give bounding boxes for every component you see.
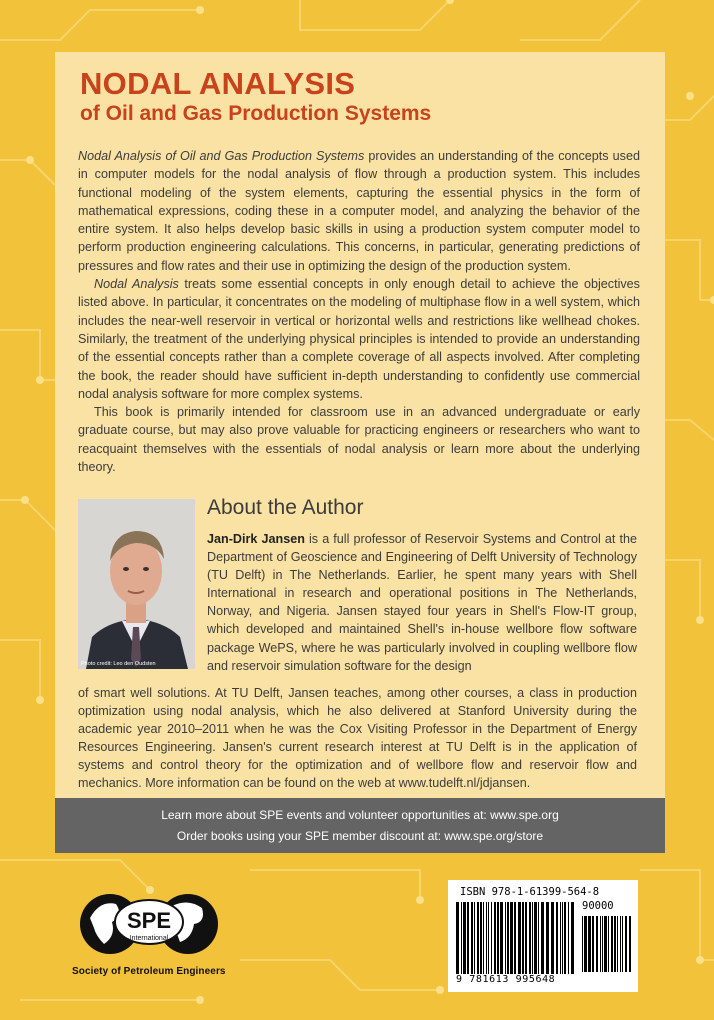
- author-bio-continued: of smart well solutions. At TU Delft, Jansen teaches, among other courses, a class in production optimization using nodal analysis, which he also delivered at Stanford University during the academic year 2010–2011 when he was the Cox Visiting Professor in the Department of Energy Resources Engineering. Jansen's current research interest at TU Delft is in the application of systems and control theory for the optimization and of wellbore flow and reservoir flow and mechanics. More information can be found on the web at www.tudelft.nl/jdjansen.: [78, 686, 637, 791]
- barcode-bar: [518, 902, 521, 974]
- author-portrait-image: [78, 499, 195, 669]
- barcode-bar: [488, 902, 489, 974]
- barcode-bar: [592, 916, 594, 972]
- barcode-bar: [604, 916, 607, 972]
- barcode-bar: [456, 902, 459, 974]
- barcode-bar: [564, 902, 566, 974]
- barcode-bar: [486, 902, 487, 974]
- barcode-bar: [538, 902, 539, 974]
- barcode-bar: [525, 902, 527, 974]
- barcode-bar: [474, 902, 475, 974]
- book-title: NODAL ANALYSIS: [80, 66, 356, 101]
- barcode-bar: [467, 902, 469, 974]
- barcode-bar: [534, 902, 537, 974]
- photo-credit: Photo credit: Leo den Oudsten: [81, 661, 156, 667]
- barcode-bar: [582, 916, 583, 972]
- barcode-bar: [497, 902, 499, 974]
- footer-events-line: Learn more about SPE events and volunteer opportunities at: www.spe.org: [161, 808, 559, 822]
- barcode-bar: [602, 916, 603, 972]
- footer-store-line: Order books using your SPE member discount at: www.spe.org/store: [176, 829, 544, 843]
- author-bio: Jan-Dirk Jansen is a full professor of Reservoir Systems and Control at the Department of Geoscience and Engineering of Delft University of Technology (TU Delft) in The Netherlands. Earlier, he spent many years with Shell International in research and operational positions in The Netherlands, Norway, and Nigeria. Jansen stayed four years in Shell's Flow-IT group, which developed and maintained Shell's in-house wellbore flow software package WePS, where he was particularly involved in coupling wellbore flow and reservoir simulation software for the design: [207, 532, 637, 673]
- barcode-bar: [614, 916, 616, 972]
- barcode-bars: [456, 902, 574, 974]
- barcode-bar: [477, 902, 479, 974]
- barcode-bar: [620, 916, 621, 972]
- publisher-name: Society of Petroleum Engineers: [72, 966, 226, 977]
- barcode-bar: [629, 916, 631, 972]
- description-paragraph-2: Nodal Analysis treats some essential concepts in only enough detail to achieve the objectives listed above. In particular, it concentrates on the modeling of multiphase flow in a well system, which includes the near-well reservoir in vertical or horizontal wells and restrictions like wellhead chokes. Similarly, the treatment of the underlying physical principles is intended to provide an understanding of the essential concepts rather than a complete coverage of all aspects involved. After completing the book, the reader should have sufficient in-depth understanding to confidently use commercial nodal analysis software for more complex systems.: [78, 277, 640, 401]
- title-italic: Nodal Analysis of Oil and Gas Production Systems: [78, 149, 365, 163]
- author-name: Jan-Dirk Jansen: [207, 532, 305, 546]
- barcode-bar: [625, 916, 627, 972]
- barcode-bar: [491, 902, 492, 974]
- footer-bar: [55, 798, 665, 853]
- barcode-bar: [471, 902, 473, 974]
- barcode-bar: [556, 902, 558, 974]
- barcode-bar: [584, 916, 587, 972]
- barcode-bar: [560, 902, 561, 974]
- barcode-bar: [551, 902, 554, 974]
- barcode-bar: [546, 902, 549, 974]
- barcode-bar: [461, 902, 462, 974]
- barcode-bar: [529, 902, 531, 974]
- barcode-bar: [588, 916, 591, 972]
- barcode-bar: [596, 916, 598, 972]
- barcode-bar: [617, 916, 618, 972]
- barcode-bar: [571, 902, 574, 974]
- barcode-bar: [541, 902, 544, 974]
- barcode-bar: [514, 902, 516, 974]
- isbn-number: ISBN 978-1-61399-564-8: [460, 886, 600, 898]
- barcode-bar: [507, 902, 509, 974]
- barcode-bar: [480, 902, 482, 974]
- barcode-bar: [463, 902, 466, 974]
- description-paragraph-3: This book is primarily intended for classroom use in an advanced undergraduate or early graduate course, but may also prove valuable for practicing engineers or researchers who want to reacquaint themselves with the essentials of nodal analysis or learn more about the underlying theory.: [78, 405, 640, 475]
- barcode-bar: [532, 902, 533, 974]
- price-code: 90000: [582, 900, 614, 912]
- barcode-bar: [494, 902, 496, 974]
- about-author-heading: About the Author: [207, 496, 364, 519]
- barcode-bar: [600, 916, 601, 972]
- spe-logo-subtext: International: [129, 935, 169, 942]
- barcode-bar: [568, 902, 569, 974]
- barcode-bar: [562, 902, 563, 974]
- title-italic-short: Nodal Analysis: [94, 277, 179, 292]
- spe-logo-text: SPE: [126, 908, 172, 933]
- barcode-bar: [510, 902, 513, 974]
- spe-logo: [80, 888, 220, 978]
- description-paragraph-1: Nodal Analysis of Oil and Gas Production Systems provides an understanding of the concepts used in computer models for the nodal analysis of flow through a production system. This includes functional modeling of the system elements, capturing the essential physics in the form of mathematical expressions, coding these in a computer model, and analyzing the behavior of the entire system. It also helps develop basic skills in using a production system computer model to perform production engineering calculations. This concerns, in particular, generating predictions of pressures and flow rates and their use in optimizing the design of the production system.: [78, 149, 640, 273]
- isbn-barcode: [448, 880, 638, 992]
- barcode-bar: [622, 916, 623, 972]
- barcode-bar: [608, 916, 609, 972]
- barcode-bar: [505, 902, 506, 974]
- barcode-bar: [500, 902, 503, 974]
- barcode-bar: [483, 902, 484, 974]
- author-photo: [78, 499, 195, 669]
- book-description: [78, 147, 640, 476]
- barcode-addon-bars: [582, 916, 634, 972]
- barcode-bar: [522, 902, 524, 974]
- barcode-bar: [611, 916, 613, 972]
- barcode-digits: 9 781613 995648: [456, 974, 556, 985]
- book-subtitle: of Oil and Gas Production Systems: [80, 102, 432, 125]
